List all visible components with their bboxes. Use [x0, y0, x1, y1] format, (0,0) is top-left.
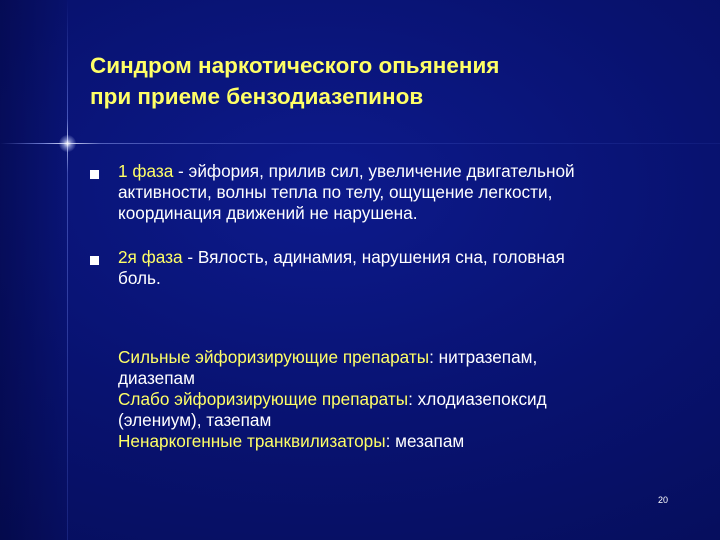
phase-2-text-1: - Вялость, адинамия, нарушения сна, головная	[182, 247, 565, 267]
bullet-square-icon	[90, 170, 99, 179]
left-band-decoration	[0, 0, 67, 540]
horizontal-line-decoration	[0, 143, 720, 144]
bullet-square-icon	[90, 256, 99, 265]
weak-drugs-line-1	[118, 389, 547, 410]
weak-drugs-value-1: хлодиазепоксид	[417, 389, 547, 409]
weak-drugs-value-2: (элениум), тазепам	[118, 410, 272, 430]
phase-1-label: 1 фаза	[118, 161, 174, 181]
title-line-2: при приеме бензодиазепинов	[90, 84, 424, 109]
non-narcotic-value: мезапам	[395, 431, 465, 451]
strong-drugs-label: Сильные эйфоризирующие препараты	[118, 347, 430, 367]
strong-drugs-value-1: нитразепам,	[438, 347, 538, 367]
phase-2-line-1	[118, 247, 565, 268]
phase-1-line-3: координация движений не нарушена.	[118, 203, 418, 223]
phase-1-line-1	[118, 161, 575, 182]
vertical-line-decoration	[67, 0, 68, 540]
page-number: 20	[658, 495, 669, 505]
weak-drugs-sep: :	[408, 389, 418, 409]
weak-drugs-label: Слабо эйфоризирующие препараты	[118, 389, 409, 409]
non-narcotic-label: Ненаркогенные транквилизаторы	[118, 431, 386, 451]
phase-1-text-1: - эйфория, прилив сил, увеличение двигательной	[173, 161, 575, 181]
phase-1-line-2: активности, волны тепла по телу, ощущение легкости,	[118, 182, 553, 202]
strong-drugs-line-1	[118, 347, 547, 368]
phase-2-line-2: боль.	[118, 268, 161, 288]
phase-2-label: 2я фаза	[118, 247, 183, 267]
non-narcotic-line	[118, 431, 547, 452]
drug-groups	[118, 347, 547, 452]
strong-drugs-value-2: диазепам	[118, 368, 195, 388]
non-narcotic-sep: :	[385, 431, 396, 451]
phase-1-item	[118, 161, 575, 224]
star-glow-decoration	[59, 135, 76, 152]
title-line-1: Синдром наркотического опьянения	[90, 53, 500, 78]
strong-drugs-sep: :	[429, 347, 439, 367]
phase-2-item	[118, 247, 565, 289]
slide-title	[90, 50, 690, 112]
